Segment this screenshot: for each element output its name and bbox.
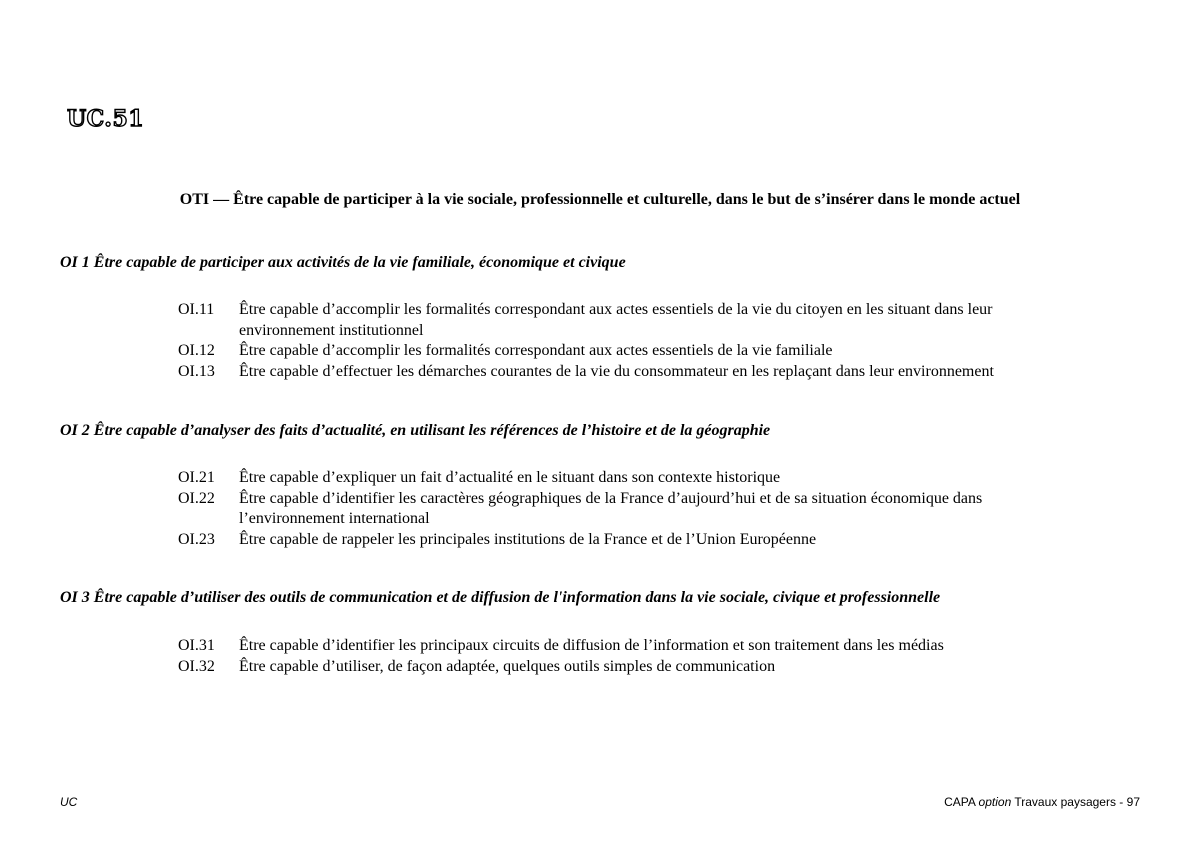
objective-text: Être capable d’utiliser, de façon adaptée, quelques outils simples de communication (239, 657, 776, 675)
objective-code: OI.23 (178, 530, 215, 548)
objective-code: OI.12 (178, 342, 215, 359)
objective-list-oi2 (178, 468, 1058, 550)
list-item (178, 341, 1058, 362)
objective-code: OI.31 (178, 637, 215, 654)
objective-code: OI.13 (178, 362, 215, 380)
list-item (178, 362, 1058, 383)
objective-code: OI.22 (178, 489, 215, 507)
objective-text: Être capable d’effectuer les démarches courantes de la vie du consommateur en les replaçant dans leur environnement (239, 362, 994, 380)
objective-heading-oi3: OI 3 Être capable d’utiliser des outils de communication et de diffusion de l'information dans la vie sociale, civique et professionnelle (60, 589, 941, 606)
objective-list-oi3 (178, 636, 1058, 677)
objective-code: OI.11 (178, 301, 215, 318)
objective-text: Être capable de rappeler les principales institutions de la France et de l’Union Européenne (239, 530, 817, 548)
list-item (178, 300, 1058, 341)
list-item (178, 530, 1058, 551)
general-objective: OTI — Être capable de participer à la vie sociale, professionnelle et culturelle, dans le but de s’insérer dans le monde actuel (179, 191, 1021, 208)
objective-code: OI.32 (178, 657, 215, 675)
objective-text: Être capable d’expliquer un fait d’actualité en le situant dans son contexte historique (239, 469, 781, 486)
objective-heading-oi2: OI 2 Être capable d’analyser des faits d’actualité, en utilisant les références de l’histoire et de la géographie (60, 422, 771, 439)
objective-text: Être capable d’identifier les principaux circuits de diffusion de l’information et son traitement dans les médias (239, 637, 944, 654)
objective-text: Être capable d’accomplir les formalités correspondant aux actes essentiels de la vie familiale (239, 342, 833, 359)
list-item (178, 489, 1058, 530)
footer-diploma: CAPA (944, 795, 976, 809)
footer-page-info: Travaux paysagers - 97 (1014, 795, 1140, 809)
objective-text: Être capable d’accomplir les formalités correspondant aux actes essentiels de la vie du citoyen en les situant dans leur environnement institutionnel (239, 301, 993, 339)
footer-option-word: option (978, 795, 1012, 809)
objective-text: Être capable d’identifier les caractères géographiques de la France d’aujourd’hui et de sa situation économique dans l’environnement international (239, 489, 983, 527)
objective-heading-oi1: OI 1 Être capable de participer aux activités de la vie familiale, économique et civique (60, 254, 626, 271)
footer-right (944, 795, 1140, 809)
list-item (178, 468, 1058, 489)
footer-left: UC (60, 795, 78, 809)
objective-code: OI.21 (178, 469, 215, 486)
unit-title: UC.51 (67, 106, 145, 132)
objective-list-oi1 (178, 300, 1058, 382)
list-item (178, 657, 1058, 678)
list-item (178, 636, 1058, 657)
